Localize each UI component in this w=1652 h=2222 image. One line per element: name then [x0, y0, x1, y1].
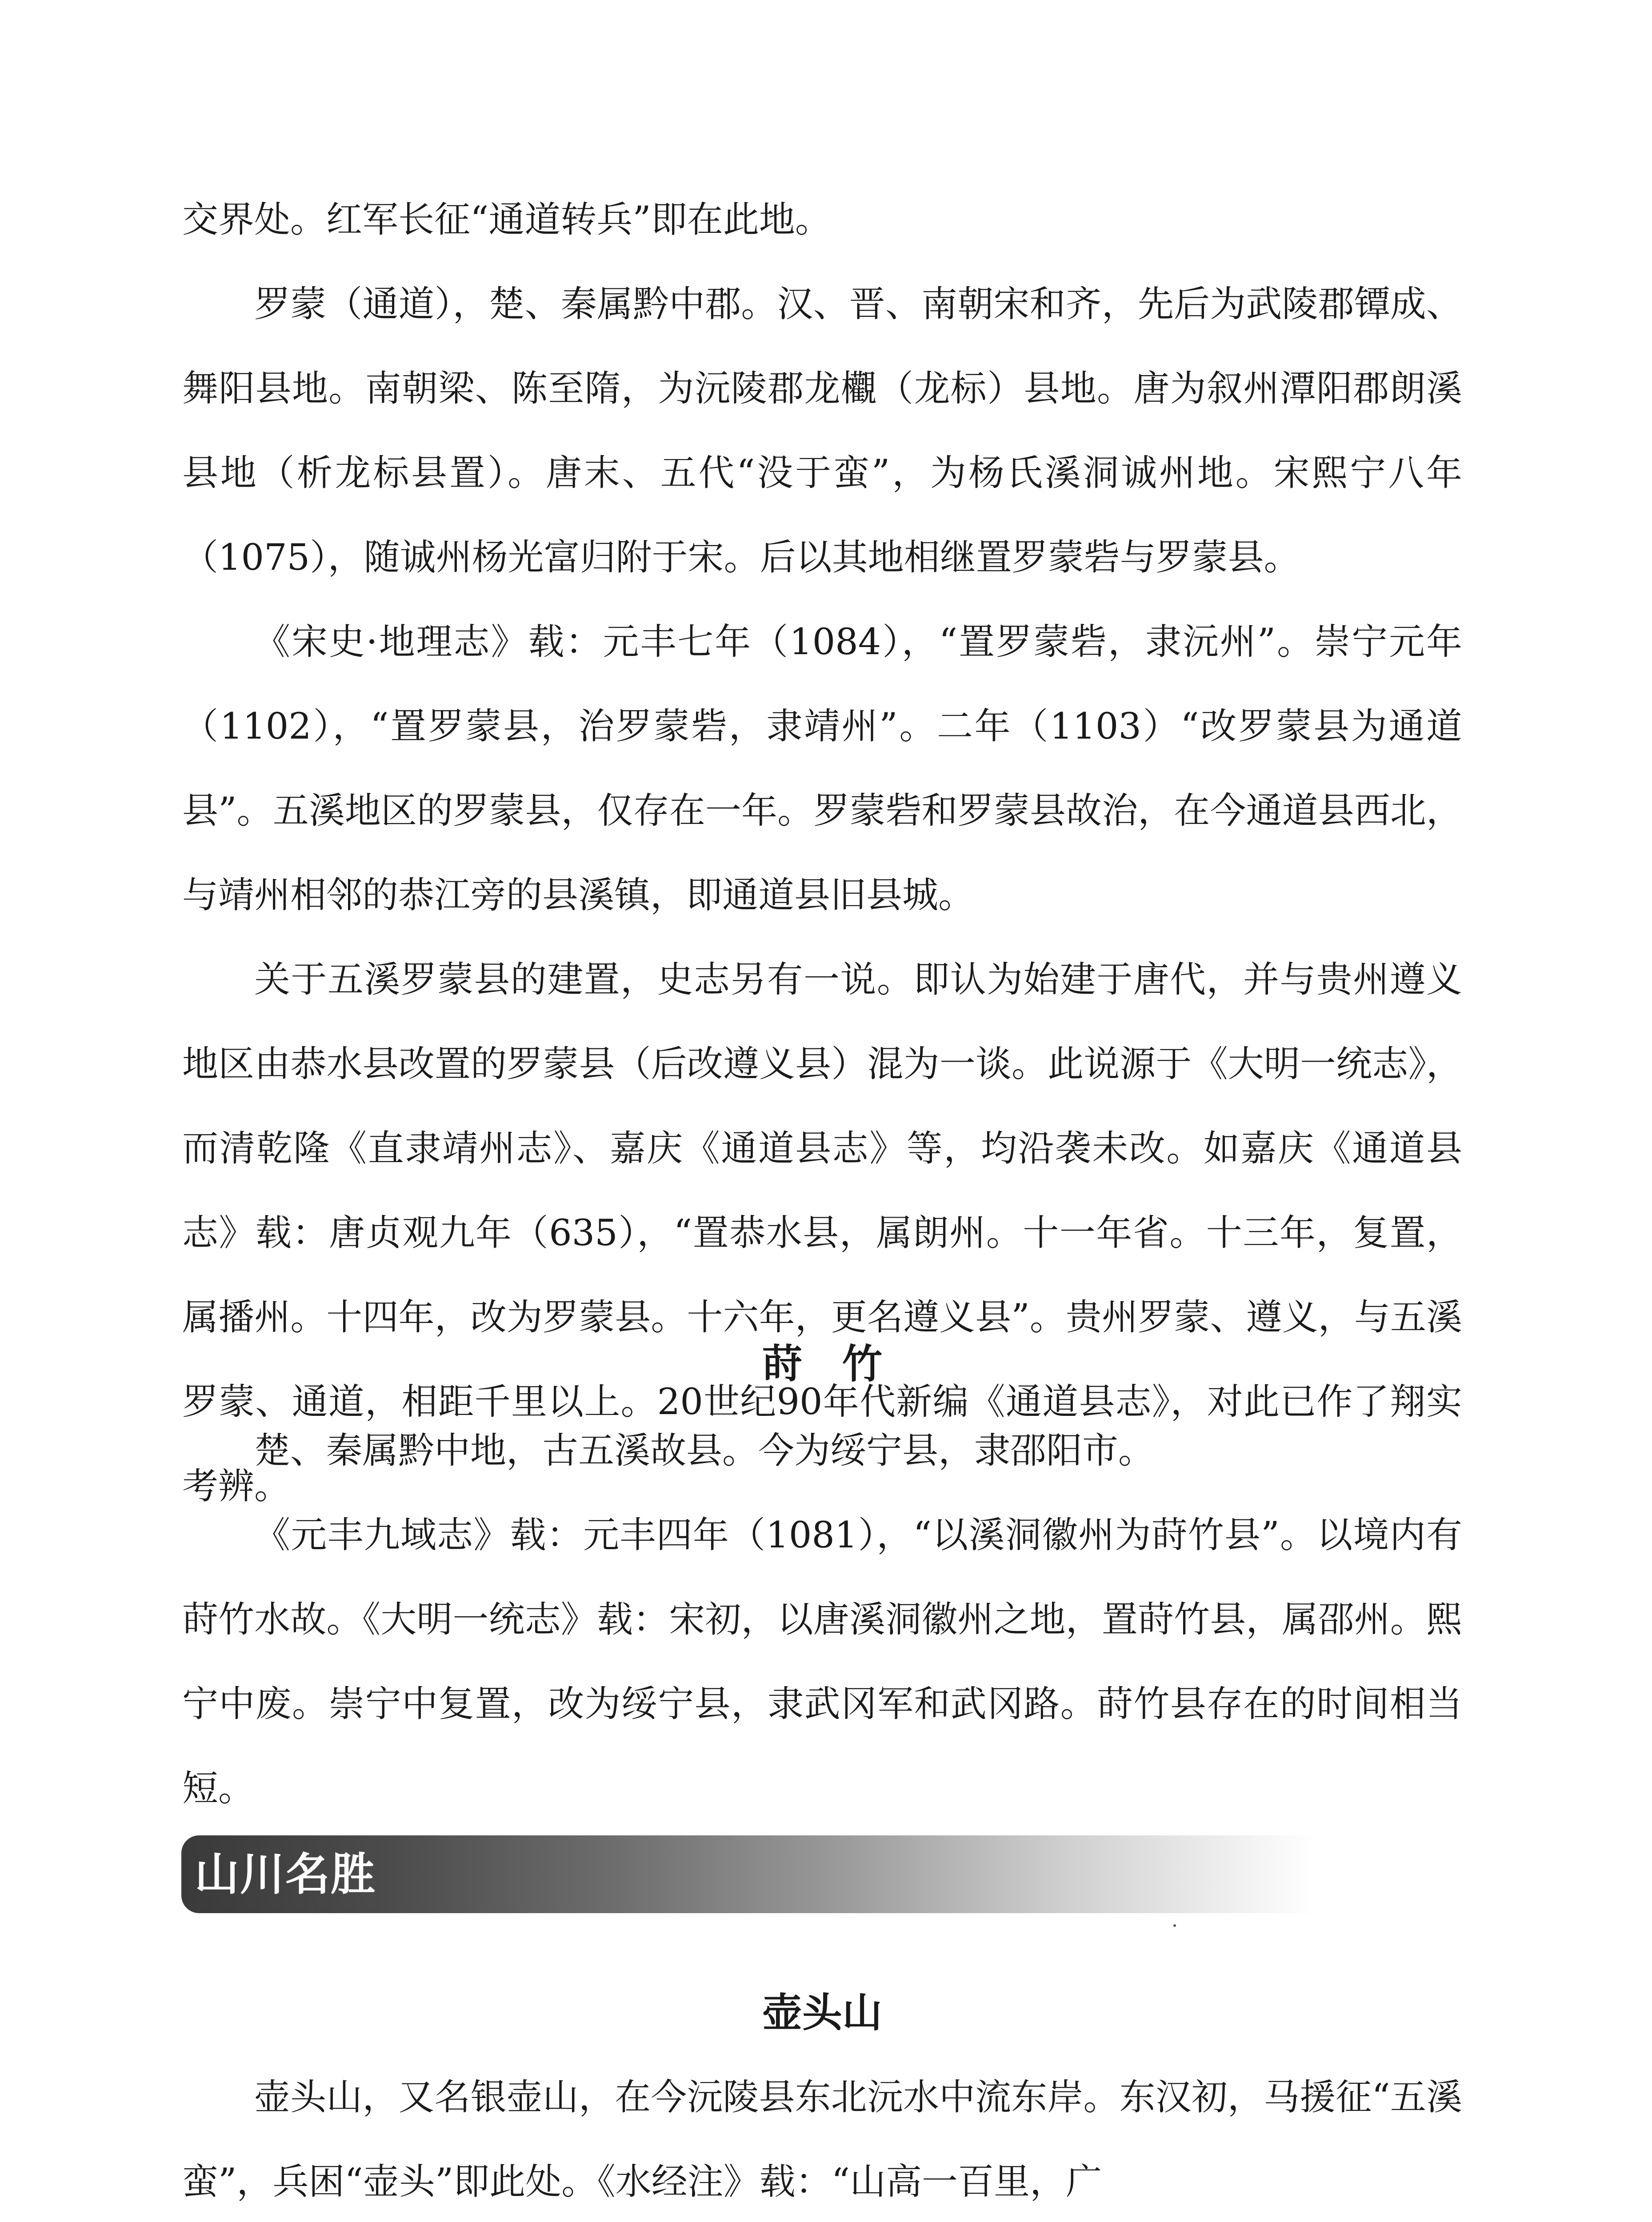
hutou-text-block — [182, 2055, 1462, 2222]
paragraph-4: 关于五溪罗蒙县的建置，史志另有一说。即认为始建于唐代，并与贵州遵义地区由恭水县改置的罗蒙县（后改遵义县）混为一谈。此说源于《大明一统志》，而清乾隆《直隶靖州志》、嘉庆《通道县志》等，均沿袭未改。如嘉庆《通道县志》载：唐贞观九年（635），“置恭水县，属朗州。十一年省。十三年，复置，属播州。十四年，改为罗蒙县。十六年，更名遵义县”。贵州罗蒙、遵义，与五溪罗蒙、通道，相距千里以上。20世纪90年代新编《通道县志》，对此已作了翔实考辨。 — [182, 959, 1462, 1507]
heading-weizhu: 莳 竹 — [762, 1341, 882, 1387]
paragraph-weizhu-2: 《元丰九域志》载：元丰四年（1081），“以溪洞徽州为莳竹县”。以境内有莳竹水故。《大明一统志》载：宋初，以唐溪洞徽州之地，置莳竹县，属邵州。熙宁中废。崇宁中复置，改为绥宁县，隶武冈军和武冈路。莳竹县存在的时间相当短。 — [182, 1515, 1462, 1810]
paragraph-3: 《宋史·地理志》载：元丰七年（1084），“置罗蒙砦，隶沅州”。崇宁元年（1102），“置罗蒙县，治罗蒙砦，隶靖州”。二年（1103）“改罗蒙县为通道县”。五溪地区的罗蒙县，仅存在一年。罗蒙砦和罗蒙县故治，在今通道县西北，与靖州相邻的恭江旁的县溪镇，即通道县旧县城。 — [182, 621, 1462, 916]
section-banner — [181, 1835, 1315, 1913]
top-text-block — [182, 178, 1462, 1529]
decorative-dot — [1173, 1924, 1176, 1927]
weizhu-text-block — [182, 1409, 1462, 1831]
paragraph-weizhu-1: 楚、秦属黔中地，古五溪故县。今为绥宁县，隶邵阳市。 — [254, 1430, 1155, 1472]
paragraph-hutou-1: 壶头山，又名银壶山，在今沅陵县东北沅水中流东岸。东汉初，马援征“五溪蛮”，兵困“壶头”即此处。《水经注》载：“山高一百里，广 — [182, 2077, 1462, 2203]
section-banner-title: 山川名胜 — [195, 1848, 376, 1900]
heading-hutou: 壶头山 — [762, 1990, 882, 2036]
paragraph-1: 交界处。红军长征“通道转兵”即在此地。 — [182, 199, 831, 241]
paragraph-2: 罗蒙（通道），楚、秦属黔中郡。汉、晋、南朝宋和齐，先后为武陵郡镡成、舞阳县地。南朝梁、陈至隋，为沅陵郡龙欟（龙标）县地。唐为叙州潭阳郡朗溪县地（析龙标县置）。唐末、五代“没于蛮”，为杨氏溪洞诚州地。宋熙宁八年（1075），随诚州杨光富归附于宋。后以其地相继置罗蒙砦与罗蒙县。 — [182, 284, 1462, 579]
